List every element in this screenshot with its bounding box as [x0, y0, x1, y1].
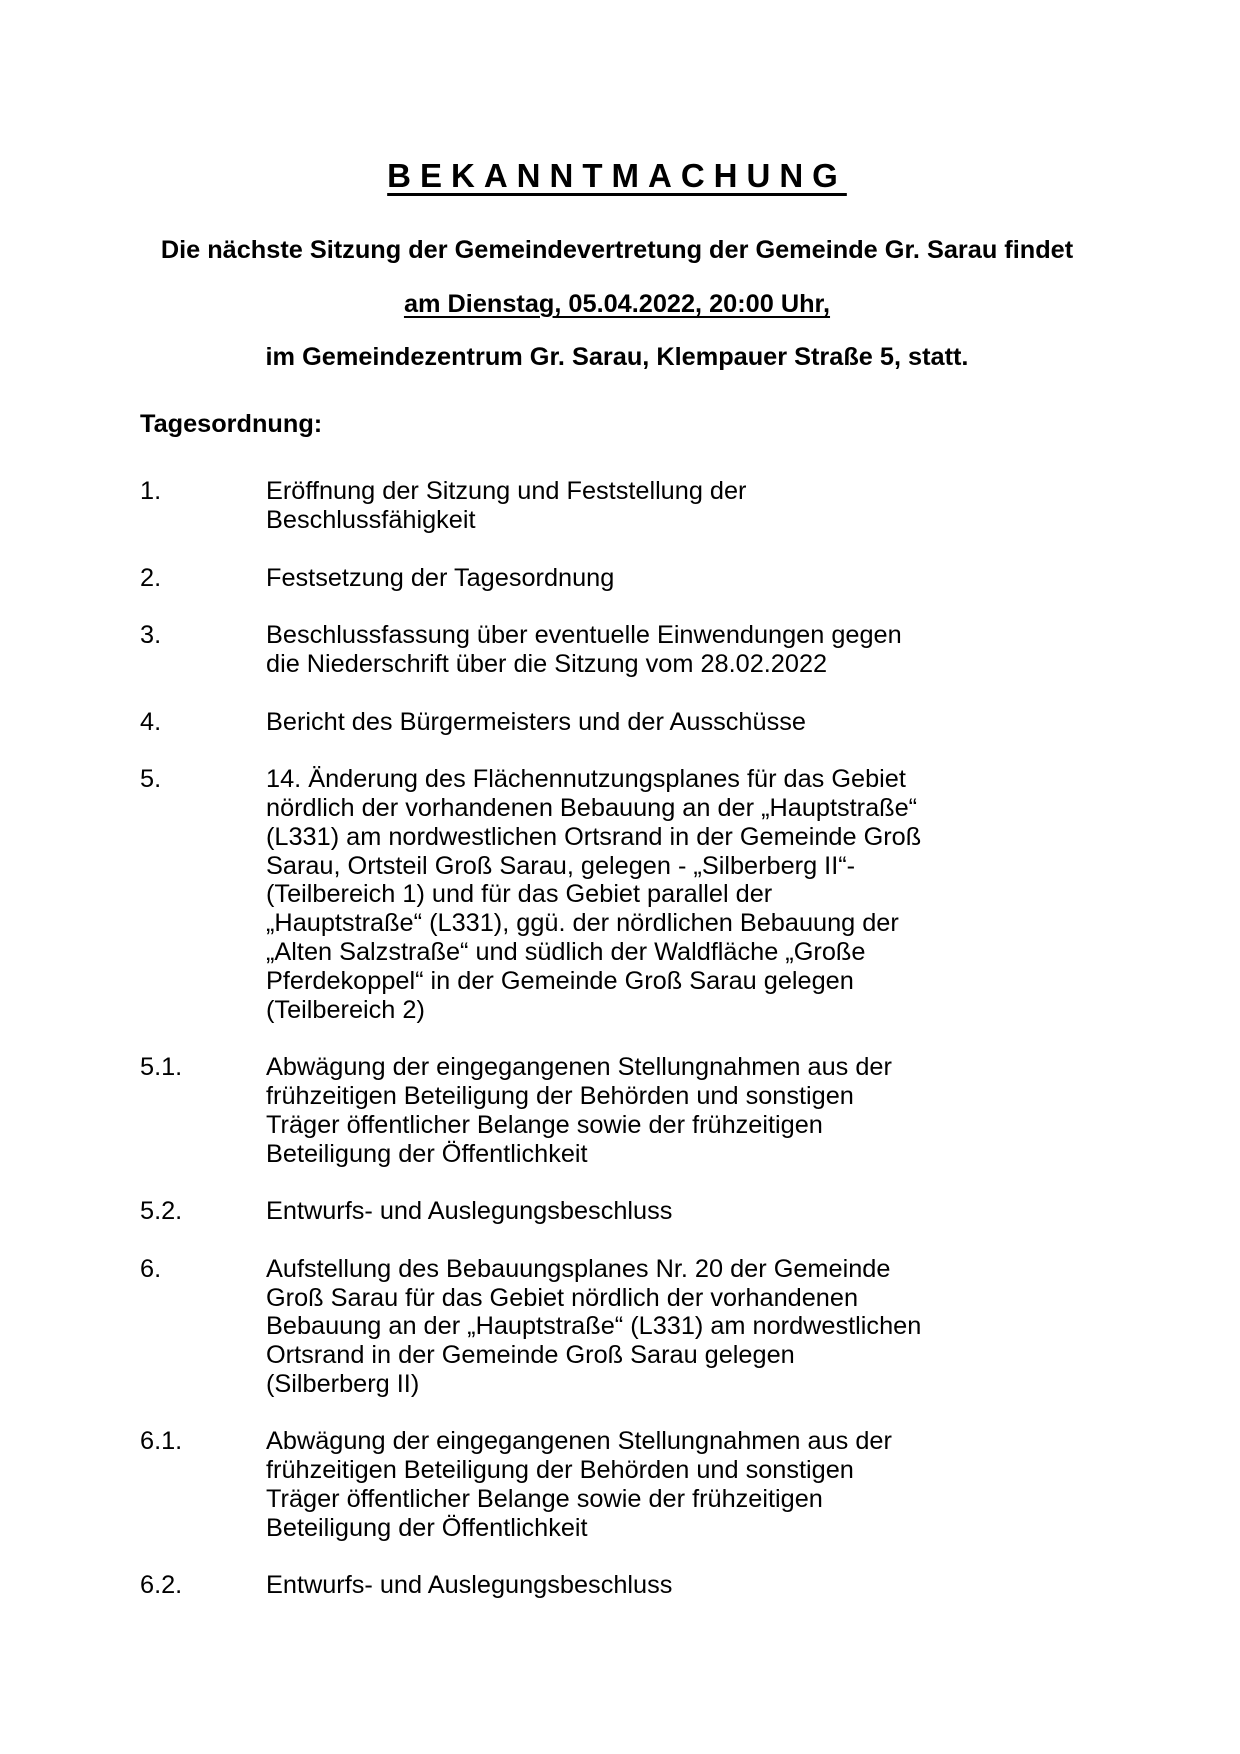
agenda-item [140, 564, 1094, 593]
intro-line-location: im Gemeindezentrum Gr. Sarau, Klempauer Straße 5, statt. [265, 342, 969, 371]
page-title: BEKANNTMACHUNG [387, 157, 847, 194]
agenda-item-text: Entwurfs- und Auslegungsbeschluss [266, 1571, 673, 1600]
agenda-heading: Tagesordnung: [140, 410, 323, 439]
agenda-item-text: Aufstellung des Bebauungsplanes Nr. 20 der Gemeinde Groß Sarau für das Gebiet nördlich der vorhandenen Bebauung an der „Hauptstraße“ (L331) am nordwestlichen Ortsrand in der Gemeinde Groß Sarau gelegen (Silberberg II) [266, 1254, 922, 1398]
agenda-item-text: Abwägung der eingegangenen Stellungnahmen aus der frühzeitigen Beteiligung der Behörden und sonstigen Träger öffentlicher Belange sowie der frühzeitigen Beteiligung der Öffentlichkeit [266, 1427, 892, 1542]
agenda-item [140, 708, 1094, 737]
agenda-item [140, 1255, 1094, 1399]
agenda-item [140, 1427, 1094, 1542]
agenda-item [140, 1197, 1094, 1226]
agenda-item-number: 4. [140, 707, 162, 736]
agenda-item-text: Beschlussfassung über eventuelle Einwendungen gegen die Niederschrift über die Sitzung vom 28.02.2022 [266, 621, 902, 678]
agenda-item-number: 5. [140, 765, 162, 794]
agenda-item-number: 5.1. [140, 1053, 183, 1082]
agenda-item-number: 6. [140, 1254, 162, 1283]
agenda-item-number: 2. [140, 563, 162, 592]
agenda-item-text: Bericht des Bürgermeisters und der Ausschüsse [266, 707, 806, 736]
agenda-item-text: Abwägung der eingegangenen Stellungnahmen aus der frühzeitigen Beteiligung der Behörden und sonstigen Träger öffentlicher Belange sowie der frühzeitigen Beteiligung der Öffentlichkeit [266, 1053, 892, 1168]
agenda-item [140, 1053, 1094, 1168]
agenda-item-number: 6.2. [140, 1571, 183, 1600]
intro-line-date-time: am Dienstag, 05.04.2022, 20:00 Uhr, [403, 289, 831, 318]
agenda-item-number: 5.2. [140, 1197, 183, 1226]
agenda-item-number: 1. [140, 477, 162, 506]
agenda-item [140, 477, 1094, 535]
agenda-item-text: 14. Änderung des Flächennutzungsplanes für das Gebiet nördlich der vorhandenen Bebauung an der „Hauptstraße“ (L331) am nordwestlichen Ortsrand in der Gemeinde Groß Sarau, Ortsteil Groß Sarau, gelegen - „Silberberg II“- (Teilbereich 1) und für das Gebiet parallel der „Hauptstraße“ (L331), ggü. der nördlichen Bebauung der „Alten Salzstraße“ und südlich der Waldfläche „Große Pferdekoppel“ in der Gemeinde Groß Sarau gelegen (Teilbereich 2) [266, 765, 922, 1024]
agenda-item [140, 765, 1094, 1024]
intro-line-meeting: Die nächste Sitzung der Gemeindevertretung der Gemeinde Gr. Sarau findet [160, 236, 1074, 264]
agenda-item-number: 3. [140, 621, 162, 650]
agenda-item [140, 1571, 1094, 1600]
agenda-item-number: 6.1. [140, 1427, 183, 1456]
agenda-list [140, 477, 1094, 1600]
agenda-item [140, 621, 1094, 679]
agenda-item-text: Eröffnung der Sitzung und Feststellung der Beschlussfähigkeit [266, 477, 747, 534]
page-content [0, 157, 1240, 1600]
agenda-item-text: Festsetzung der Tagesordnung [266, 563, 615, 592]
agenda-item-text: Entwurfs- und Auslegungsbeschluss [266, 1197, 673, 1226]
